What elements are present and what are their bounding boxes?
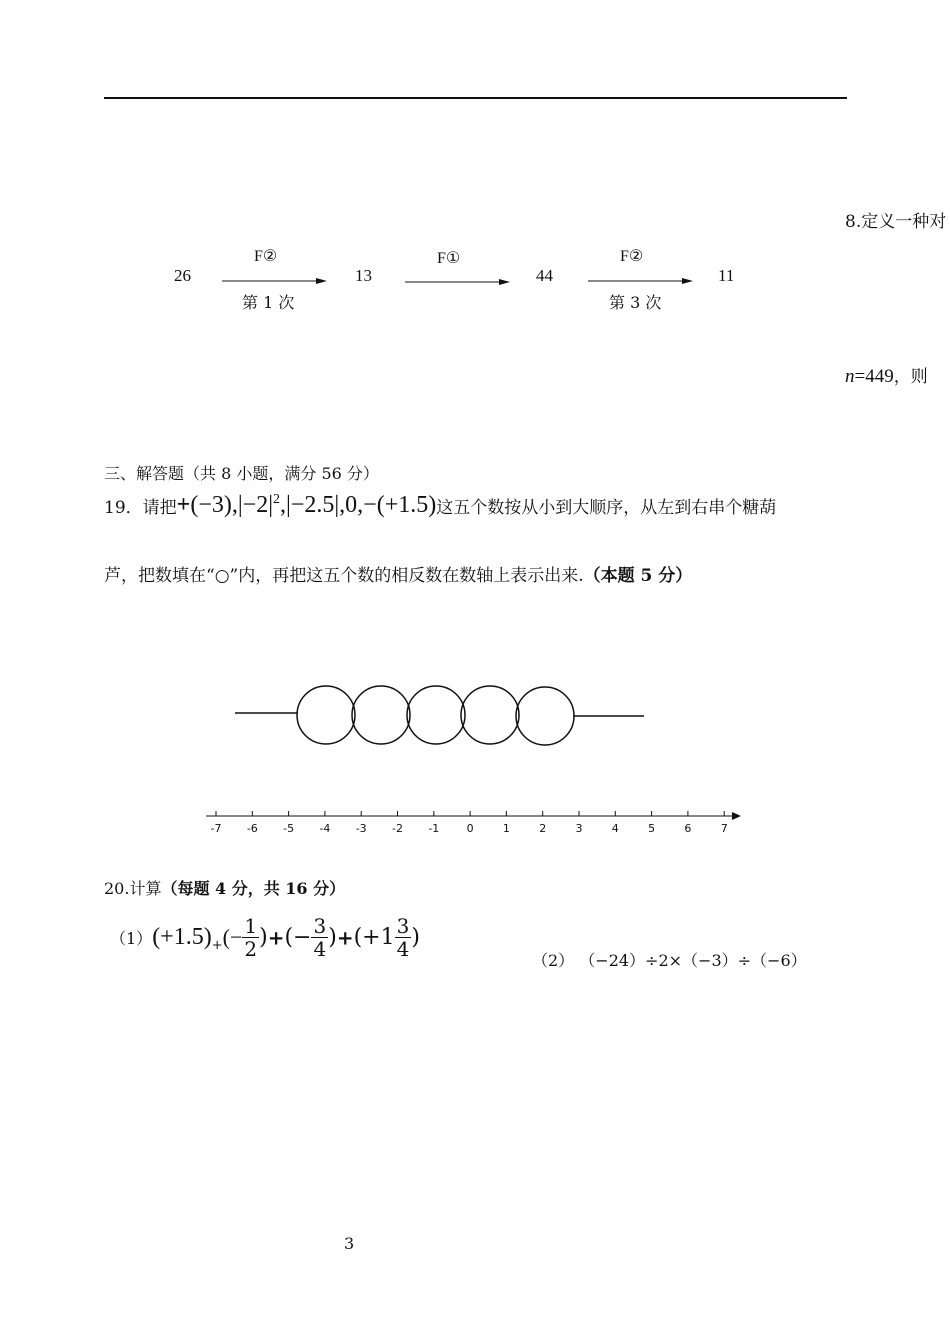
flow-arrow-3-bottom: 第 3 次	[609, 293, 662, 312]
flow-arrow-2-top: F①	[437, 250, 461, 267]
flow-arrow-3-top: F②	[620, 248, 644, 265]
tick-label: 3	[575, 822, 583, 835]
q19-prefix: 19．请把	[104, 498, 177, 518]
q20-fraction-3: $\frac{3}{4}$	[396, 914, 410, 961]
q20-fraction-2: $\frac{3}{4}$	[313, 914, 327, 961]
q20-part-1: $(1)(+1.5)_+(-$ $\frac{1}{2}$ )+(− $\frac{3}{4}$ )+(+1 $\frac{3}{4}$ )	[110, 914, 420, 961]
q20-fraction-1: $\frac{1}{2}$	[244, 914, 258, 961]
number-line-arrow	[732, 812, 741, 820]
flow-number-2: 13	[355, 266, 372, 285]
q19-points: （本题 5 分）	[583, 566, 693, 586]
q20-heading-prefix: 20.计算	[104, 879, 162, 898]
q20-heading-points: （每题 4 分，共 16 分）	[161, 879, 346, 898]
tick-label: 1	[502, 822, 510, 835]
q19-instruction: 芦，把数填在“○”内，再把这五个数的相反数在数轴上表示出来.	[104, 566, 584, 586]
flow-number-3: 44	[536, 266, 553, 285]
tick-label: -5	[283, 822, 295, 835]
q19-line-1	[104, 492, 776, 532]
tick-label: -6	[246, 822, 258, 835]
q20-heading	[104, 876, 345, 899]
q20-part-2-label: （2）	[532, 951, 575, 970]
answer-circle-2[interactable]	[352, 686, 410, 744]
tanghulu-diagram	[0, 670, 950, 770]
flow-number-1: 26	[174, 266, 191, 285]
tick-label: 0	[466, 822, 474, 835]
q8-intro-fragment: 8.定义一种对	[845, 212, 947, 232]
q20-part-2-expression: （−24）÷2×（−3）÷（−6）	[579, 951, 807, 970]
number-line	[0, 800, 950, 845]
arrow-3	[588, 278, 693, 284]
tick-label: 7	[720, 822, 728, 835]
q8-then: ，则	[893, 367, 928, 386]
arrow-1	[222, 278, 327, 284]
page-number: 3	[344, 1234, 355, 1253]
tick-label: -1	[428, 822, 440, 835]
tick-label: 2	[539, 822, 547, 835]
tick-label: -3	[355, 822, 367, 835]
answer-circle-3[interactable]	[407, 686, 465, 744]
tick-label: 4	[611, 822, 619, 835]
q20-part-2	[532, 948, 807, 971]
flow-arrow-1-bottom: 第 1 次	[242, 293, 295, 312]
q19-suffix: 这五个数按从小到大顺序，从左到右串个糖葫	[436, 498, 777, 518]
q20-part-1-plus: +	[211, 938, 223, 953]
answer-circle-1[interactable]	[297, 686, 355, 744]
flow-number-4: 11	[718, 266, 735, 285]
flow-arrows	[0, 0, 950, 400]
number-line-ticks	[211, 811, 728, 835]
tick-label: 5	[648, 822, 656, 835]
q8-n-value: =449	[854, 366, 894, 387]
tick-label: -7	[210, 822, 222, 835]
tick-label: 6	[684, 822, 692, 835]
section-3-heading: 三、解答题（共 8 小题，满分 56 分）	[104, 464, 379, 483]
flow-arrow-1-top: F②	[254, 248, 278, 265]
q19-line-2	[104, 561, 692, 586]
tick-label: -2	[392, 822, 403, 835]
q19-expression: $+(-3),|-2|^2,|-2.5|,0,-(+1.5)$	[176, 492, 437, 518]
answer-circle-5[interactable]	[516, 687, 574, 745]
q8-n-variable: n	[845, 366, 855, 387]
tick-label: -4	[319, 822, 331, 835]
q20-part-1-label: （1）	[110, 929, 153, 948]
arrow-2	[405, 279, 510, 285]
q20-part-1-term-1: (+1.5)	[152, 924, 212, 950]
answer-circle-4[interactable]	[461, 686, 519, 744]
